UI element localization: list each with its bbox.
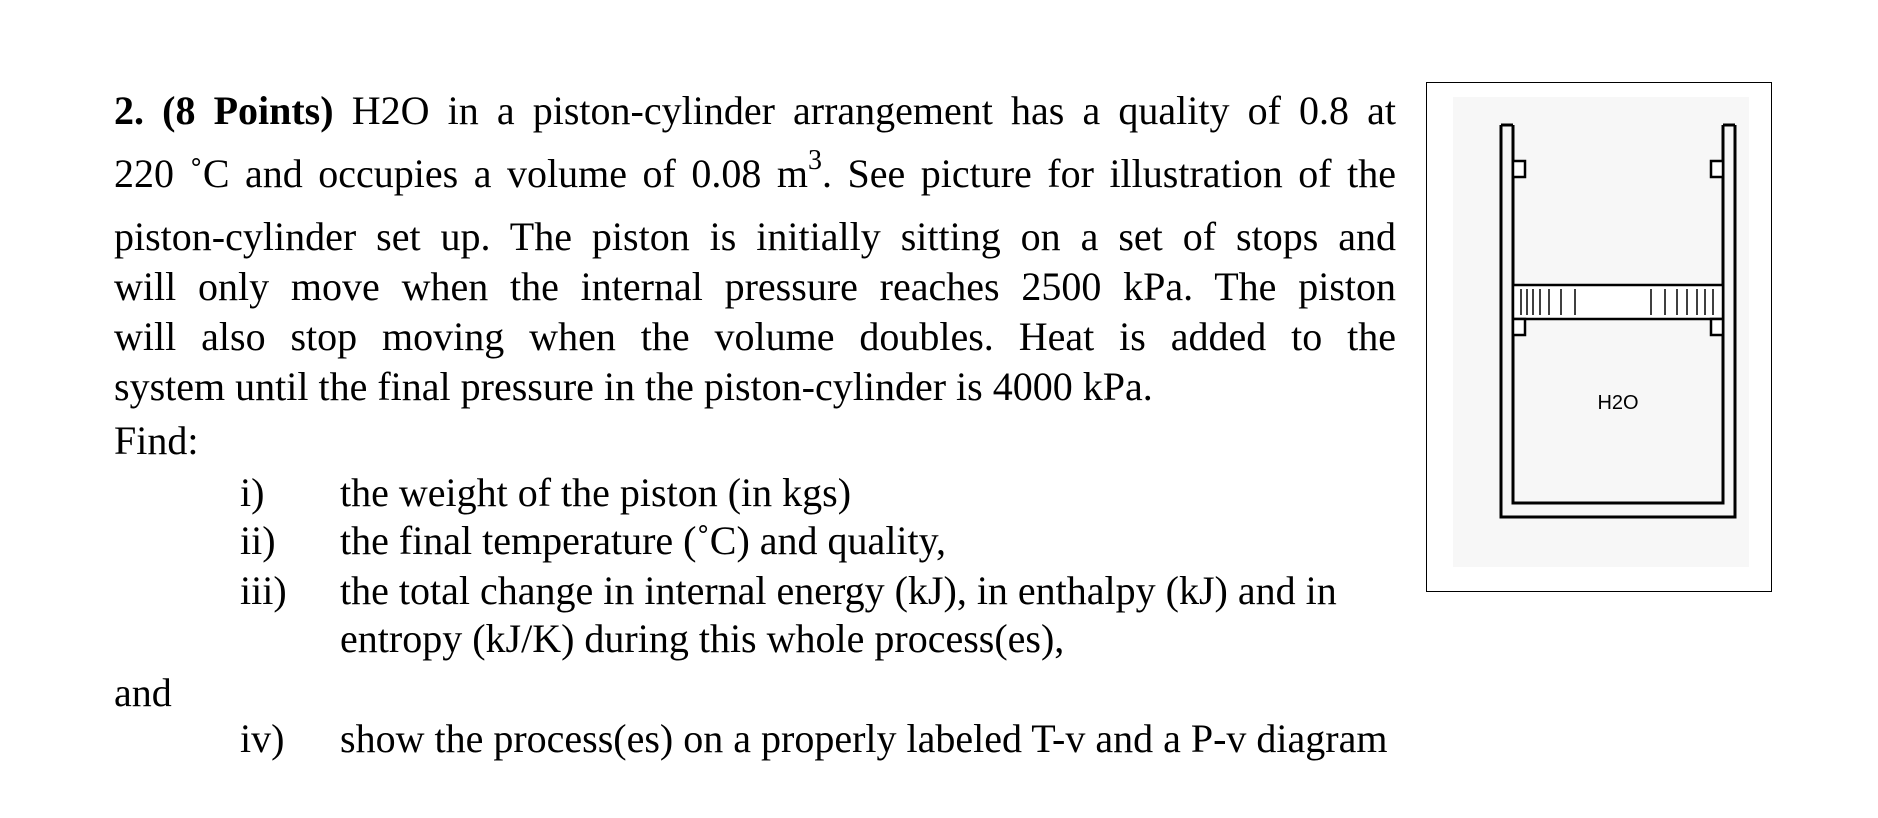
problem-line-1 — [114, 86, 1396, 136]
upper-stop-right — [1711, 161, 1723, 177]
lower-stop-left — [1513, 319, 1525, 335]
problem-points: (8 Points) — [162, 88, 334, 133]
list-item-number: iv) — [240, 716, 285, 761]
list-item-text: the weight of the piston (in kgs) — [340, 470, 852, 515]
upper-stop-left — [1513, 161, 1525, 177]
figure-background — [1453, 97, 1749, 567]
list-item-number: i) — [240, 470, 265, 515]
and-label: and — [114, 670, 172, 715]
fluid-label: H2O — [1597, 392, 1639, 414]
problem-text-1: H2O in a piston-cylinder arrangement has a quality of 0.8 at — [351, 88, 1396, 133]
piston — [1513, 285, 1723, 319]
list-item-number: ii) — [240, 518, 276, 563]
problem-line-5: will also stop moving when the volume doubles. Heat is added to the — [114, 314, 1396, 359]
list-item-text: entropy (kJ/K) during this whole process(es), — [340, 616, 1065, 661]
problem-text-2a: 220 ˚C and occupies a volume of 0.08 m — [114, 151, 808, 196]
list-item-text: the total change in internal energy (kJ), in enthalpy (kJ) and in — [340, 568, 1337, 613]
problem-number: 2. — [114, 88, 144, 133]
problem-line-4: will only move when the internal pressure reaches 2500 kPa. The piston — [114, 264, 1396, 309]
list-item-text: the final temperature (˚C) and quality, — [340, 518, 947, 563]
list-item-number: iii) — [240, 568, 287, 613]
piston-cylinder-figure — [1426, 82, 1772, 592]
problem-text-2b: . See picture for illustration of the — [821, 151, 1396, 196]
cubic-exponent: 3 — [807, 145, 822, 176]
problem-line-3: piston-cylinder set up. The piston is initially sitting on a set of stops and — [114, 214, 1396, 259]
lower-stop-right — [1711, 319, 1723, 335]
piston-cylinder-illustration — [1453, 97, 1749, 567]
problem-statement — [114, 86, 1396, 412]
find-label: Find: — [114, 418, 199, 463]
problem-line-2 — [114, 136, 1396, 212]
problem-line-6: system until the final pressure in the piston-cylinder is 4000 kPa. — [114, 364, 1153, 409]
list-item-text: show the process(es) on a properly labeled T-v and a P-v diagram — [340, 716, 1388, 761]
